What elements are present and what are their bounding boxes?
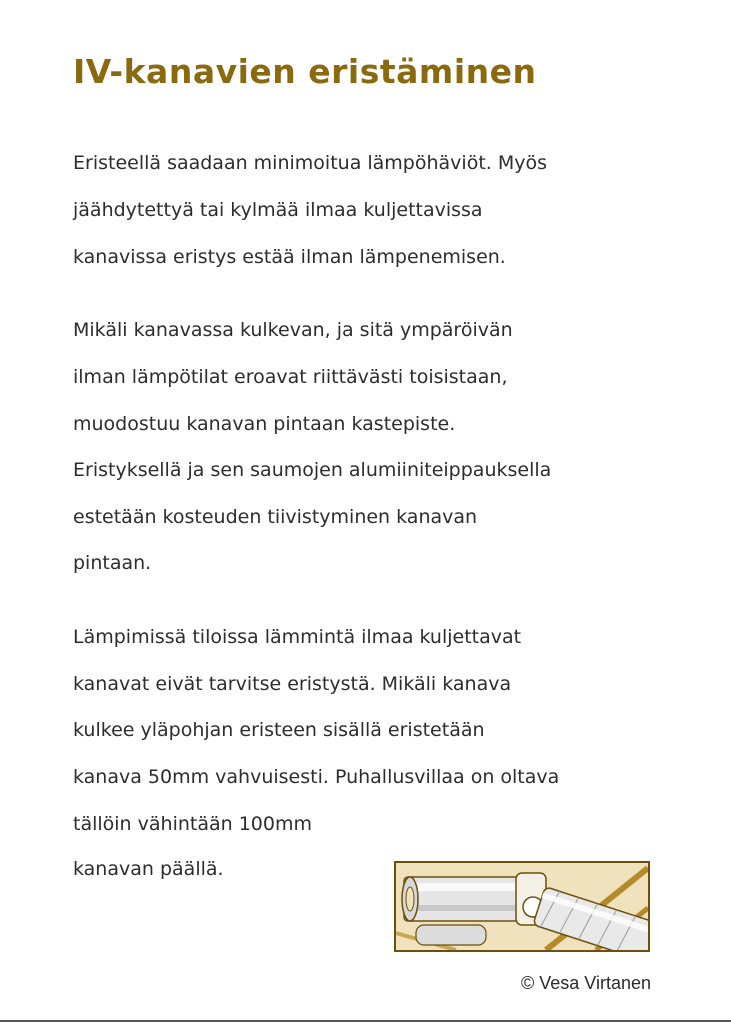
copyright-credit: © Vesa Virtanen bbox=[521, 973, 652, 993]
paragraph-3-line-4: kanava 50mm vahvuisesti. Puhallusvillaa on oltava bbox=[73, 766, 560, 788]
paragraph-2-line-4: Eristyksellä ja sen saumojen alumiiniteippauksella bbox=[73, 459, 552, 481]
paragraph-3-line-3: kulkee yläpohjan eristeen sisällä eristetään bbox=[73, 719, 485, 741]
paragraph-2-line-5: estetään kosteuden tiivistyminen kanavan bbox=[73, 506, 478, 528]
paragraph-1-line-3: kanavissa eristys estää ilman lämpenemisen. bbox=[73, 246, 506, 268]
paragraph-3-line-2: kanavat eivät tarvitse eristystä. Mikäli kanava bbox=[73, 673, 512, 695]
insulated-duct-illustration-icon bbox=[394, 861, 650, 952]
paragraph-2-line-1: Mikäli kanavassa kulkevan, ja sitä ympäröivän bbox=[73, 319, 513, 341]
paragraph-1-line-1: Eristeellä saadaan minimoitua lämpöhäviöt. Myös bbox=[73, 152, 548, 174]
paragraph-3-line-6: kanavan päällä. bbox=[73, 858, 224, 880]
paragraph-2-line-2: ilman lämpötilat eroavat riittävästi toisistaan, bbox=[73, 366, 508, 388]
paragraph-3-line-1: Lämpimissä tiloissa lämmintä ilmaa kuljettavat bbox=[73, 626, 522, 648]
page-title: IV-kanavien eristäminen bbox=[73, 52, 537, 91]
paragraph-3-line-5: tällöin vähintään 100mm bbox=[73, 813, 312, 835]
paragraph-2-line-6: pintaan. bbox=[73, 552, 152, 574]
bottom-divider bbox=[0, 1020, 731, 1022]
paragraph-1-line-2: jäähdytettyä tai kylmää ilmaa kuljettavissa bbox=[73, 199, 483, 221]
paragraph-2-line-3: muodostuu kanavan pintaan kastepiste. bbox=[73, 413, 456, 435]
